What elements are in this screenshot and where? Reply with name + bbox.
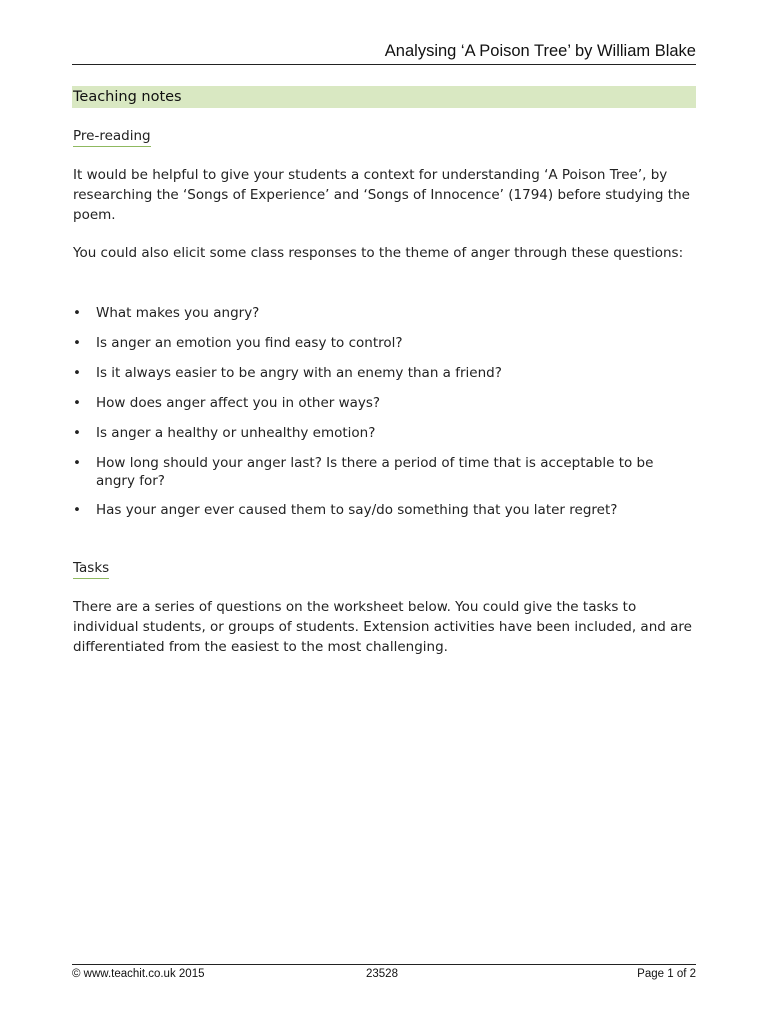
footer-copyright: © www.teachit.co.uk 2015	[72, 968, 205, 980]
question-list-item	[73, 424, 693, 442]
question-list-item	[73, 501, 693, 519]
question-text: Has your anger ever caused them to say/do something that you later regret?	[96, 502, 618, 518]
question-text: What makes you angry?	[96, 305, 260, 321]
bullet-icon: •	[73, 502, 81, 518]
tasks-paragraph: There are a series of questions on the worksheet below. You could give the tasks to individual students, or groups of students. Extension activities have been included, and are differentiated from the easiest to the most challenging.	[73, 599, 692, 655]
document-header	[72, 40, 696, 65]
question-text: Is anger a healthy or unhealthy emotion?	[96, 425, 376, 441]
footer-resource-code: 23528	[366, 968, 398, 980]
bullet-icon: •	[73, 365, 81, 381]
question-list-item	[73, 304, 693, 322]
bullet-icon: •	[73, 335, 81, 351]
section-title: Teaching notes	[73, 89, 182, 105]
footer-page-number: Page 1 of 2	[637, 968, 696, 980]
question-text: How does anger affect you in other ways?	[96, 395, 381, 411]
bullet-icon: •	[73, 305, 81, 321]
bullet-icon: •	[73, 455, 81, 471]
question-list-item	[73, 454, 693, 490]
document-footer	[72, 964, 696, 983]
bullet-icon: •	[73, 425, 81, 441]
question-list-item	[73, 394, 693, 412]
bullet-icon: •	[73, 395, 81, 411]
question-text: Is it always easier to be angry with an enemy than a friend?	[96, 365, 502, 381]
question-list-item	[73, 364, 693, 382]
question-text: How long should your anger last? Is there a period of time that is acceptable to be angry for?	[96, 455, 654, 489]
pre-reading-heading: Pre-reading	[73, 127, 151, 147]
pre-reading-paragraph-1: It would be helpful to give your students a context for understanding ‘A Poison Tree’, by researching the ‘Songs of Experience’ and ‘Songs of Innocence’ (1794) before studying the poem.	[73, 167, 690, 223]
document-title: Analysing ‘A Poison Tree’ by William Blake	[384, 42, 696, 60]
question-text: Is anger an emotion you find easy to control?	[96, 335, 403, 351]
tasks-heading: Tasks	[73, 559, 109, 579]
pre-reading-paragraph-2: You could also elicit some class responses to the theme of anger through these questions:	[73, 245, 684, 261]
question-list-item	[73, 334, 693, 352]
section-heading-bar	[72, 86, 696, 108]
